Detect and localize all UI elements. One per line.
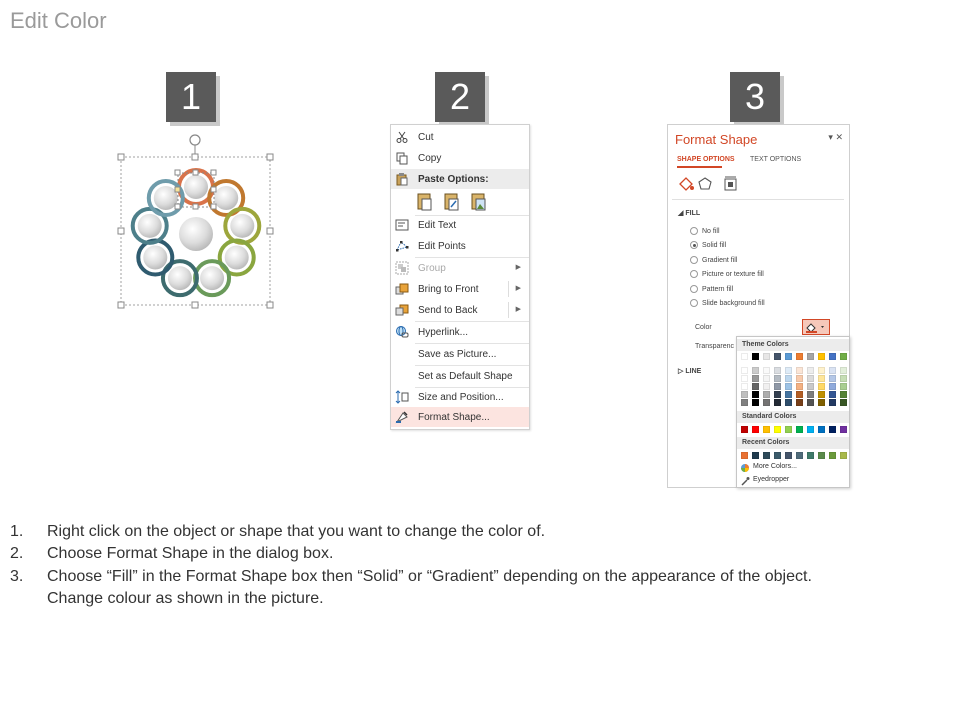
theme-color-swatch[interactable] (774, 391, 781, 398)
rotate-handle[interactable] (190, 135, 200, 154)
submenu-arrow-icon[interactable]: ▶ (515, 285, 521, 292)
menu-item-group[interactable] (391, 258, 529, 278)
tab-shape-options[interactable]: SHAPE OPTIONS (677, 156, 735, 163)
theme-color-swatch[interactable] (763, 375, 770, 382)
menu-item-size-and-position[interactable] (391, 387, 529, 407)
menu-item-bring-to-front[interactable] (391, 279, 529, 299)
step-badge-1: 1 (166, 72, 216, 122)
radio-button[interactable] (690, 299, 698, 307)
paint-bucket-icon (803, 320, 829, 334)
fill-option-solid-fill[interactable] (690, 241, 726, 249)
close-icon[interactable]: ✕ (835, 132, 843, 142)
theme-color-swatch[interactable] (752, 383, 759, 390)
fill-option-slide-background-fill[interactable] (690, 299, 765, 307)
standard-color-swatch[interactable] (752, 426, 759, 433)
menu-item-edit-points[interactable] (391, 236, 529, 256)
step-text: Choose “Fill” in the Format Shape box then “Solid” or “Gradient” depending on the appearance of the object. (47, 567, 812, 585)
theme-color-swatch[interactable] (840, 375, 847, 382)
eyedropper-icon (740, 476, 750, 486)
recent-colors-header: Recent Colors (737, 437, 849, 449)
menu-item-label: Bring to Front (418, 283, 479, 295)
recent-color-swatch[interactable] (763, 452, 770, 459)
recent-color-swatch[interactable] (796, 452, 803, 459)
theme-color-swatch[interactable] (741, 375, 748, 382)
pane-options-icon[interactable]: ▾ (828, 132, 833, 142)
theme-color-swatch[interactable] (829, 391, 836, 398)
theme-color-swatch[interactable] (752, 399, 759, 406)
paste-keep-source-icon[interactable] (418, 194, 431, 210)
theme-color-swatch[interactable] (752, 353, 759, 360)
option-label: Slide background fill (702, 299, 765, 307)
page-title: Edit Color (10, 8, 107, 33)
recent-color-swatch[interactable] (818, 452, 825, 459)
theme-color-swatch[interactable] (763, 367, 770, 374)
paste-options-header (391, 169, 529, 189)
list-item (10, 588, 950, 610)
standard-color-swatch[interactable] (774, 426, 781, 433)
radio-button[interactable] (690, 285, 698, 293)
recent-color-swatch[interactable] (807, 452, 814, 459)
menu-item-copy[interactable] (391, 148, 529, 168)
circular-diagram-shape[interactable] (110, 130, 285, 320)
recent-color-swatch[interactable] (840, 452, 847, 459)
theme-color-swatch[interactable] (741, 353, 748, 360)
step-number (10, 588, 47, 610)
theme-color-swatch[interactable] (840, 399, 847, 406)
theme-color-swatch[interactable] (752, 391, 759, 398)
paste-icon (395, 172, 409, 186)
step-text: Choose Format Shape in the dialog box. (47, 545, 334, 563)
step-text: Right click on the object or shape that you want to change the color of. (47, 523, 546, 540)
theme-color-swatch[interactable] (774, 353, 781, 360)
standard-color-swatch[interactable] (796, 426, 803, 433)
theme-color-swatch[interactable] (741, 367, 748, 374)
menu-item-label: Copy (418, 152, 442, 164)
menu-item-label: Edit Text (418, 219, 457, 231)
step-badge-2: 2 (435, 72, 485, 122)
group-icon (395, 261, 409, 275)
radio-button[interactable] (690, 241, 698, 249)
list-item (10, 566, 950, 588)
step-text: Change colour as shown in the picture. (47, 589, 324, 607)
standard-color-swatch[interactable] (785, 426, 792, 433)
context-menu (390, 124, 530, 430)
theme-colors-header: Theme Colors (737, 339, 849, 351)
menu-item-label: Cut (418, 131, 434, 143)
ring-segment (149, 181, 183, 215)
list-item (10, 521, 950, 543)
fill-option-gradient-fill[interactable] (690, 256, 737, 264)
standard-color-swatch[interactable] (840, 426, 847, 433)
theme-color-swatch[interactable] (829, 367, 836, 374)
theme-color-swatch[interactable] (796, 375, 803, 382)
menu-item-save-as-picture[interactable] (391, 344, 529, 364)
theme-color-swatch[interactable] (785, 375, 792, 382)
tab-text-options[interactable]: TEXT OPTIONS (750, 156, 802, 163)
center-ball (179, 217, 213, 251)
theme-color-swatch[interactable] (796, 353, 803, 360)
step-number: 2. (10, 545, 24, 563)
theme-color-swatch[interactable] (818, 391, 825, 398)
theme-color-swatch[interactable] (807, 367, 814, 374)
menu-item-format-shape[interactable] (391, 407, 529, 427)
theme-color-swatch[interactable] (829, 399, 836, 406)
option-label: Pattern fill (702, 285, 734, 293)
menu-item-label: Send to Back (418, 304, 478, 316)
menu-item-send-to-back[interactable] (391, 300, 529, 320)
theme-color-swatch[interactable] (741, 399, 748, 406)
option-label: Gradient fill (702, 256, 738, 264)
theme-color-swatch[interactable] (818, 399, 825, 406)
recent-color-swatch[interactable] (829, 452, 836, 459)
theme-color-swatch[interactable] (840, 353, 847, 360)
theme-color-swatch[interactable] (741, 391, 748, 398)
option-label: Picture or texture fill (702, 270, 764, 278)
option-label: Solid fill (702, 241, 727, 249)
theme-color-swatch[interactable] (807, 375, 814, 382)
theme-color-swatch[interactable] (763, 399, 770, 406)
theme-color-swatch[interactable] (796, 391, 803, 398)
theme-color-swatch[interactable] (763, 353, 770, 360)
menu-item-label: Edit Points (418, 240, 466, 252)
recent-color-swatch[interactable] (785, 452, 792, 459)
menu-item-label: Size and Position... (418, 391, 504, 403)
recent-color-swatch[interactable] (741, 452, 748, 459)
color-palette-dropdown (736, 336, 850, 488)
paste-option-buttons (415, 191, 495, 213)
theme-color-swatch[interactable] (774, 383, 781, 390)
theme-color-swatch[interactable] (796, 399, 803, 406)
ring-segment (225, 209, 259, 243)
theme-color-swatch[interactable] (818, 375, 825, 382)
size-position-icon (395, 390, 409, 404)
theme-color-swatch[interactable] (796, 383, 803, 390)
color-label: Color (695, 324, 712, 331)
theme-color-swatch[interactable] (774, 367, 781, 374)
standard-color-swatch[interactable] (763, 426, 770, 433)
theme-color-swatch[interactable] (840, 383, 847, 390)
line-section-header[interactable]: ▷ LINE (678, 368, 702, 375)
scissors-icon (395, 130, 409, 144)
recent-color-swatch[interactable] (774, 452, 781, 459)
theme-color-swatch[interactable] (840, 391, 847, 398)
theme-color-swatch[interactable] (785, 399, 792, 406)
submenu-arrow-icon[interactable]: ▶ (515, 306, 521, 313)
menu-item-label: Hyperlink... (418, 326, 469, 338)
radio-button[interactable] (690, 256, 698, 264)
fill-section-header[interactable]: ◢ FILL (678, 210, 701, 217)
expand-triangle-icon: ▷ (678, 368, 684, 375)
ring-segment (195, 261, 229, 295)
standard-colors-header: Standard Colors (737, 411, 849, 423)
hyperlink-icon (395, 325, 409, 339)
theme-color-swatch[interactable] (752, 367, 759, 374)
theme-color-swatch[interactable] (785, 383, 792, 390)
collapse-triangle-icon: ◢ (678, 210, 684, 217)
recent-color-swatch[interactable] (752, 452, 759, 459)
standard-color-swatch[interactable] (818, 426, 825, 433)
step-badge-3: 3 (730, 72, 780, 122)
menu-item-hyperlink[interactable] (391, 322, 529, 342)
effects-icon[interactable] (699, 178, 711, 189)
option-icon-row (678, 175, 748, 193)
theme-color-swatch[interactable] (840, 367, 847, 374)
radio-button[interactable] (690, 227, 698, 235)
selected-shape-group[interactable] (110, 130, 285, 320)
ring-segment (138, 241, 172, 275)
menu-item-label: Format Shape... (418, 411, 490, 423)
send-to-back-icon (395, 303, 409, 317)
paste-picture-icon[interactable] (472, 194, 485, 210)
theme-color-swatch[interactable] (807, 353, 814, 360)
pane-controls (828, 132, 843, 143)
theme-color-swatch[interactable] (829, 383, 836, 390)
menu-item-label: Group (418, 262, 446, 274)
theme-color-swatch[interactable] (763, 383, 770, 390)
list-item (10, 543, 950, 565)
more-colors-link[interactable]: More Colors... (753, 463, 797, 470)
pane-title: Format Shape (675, 132, 758, 147)
submenu-arrow-icon: ▶ (515, 264, 521, 271)
theme-color-swatch[interactable] (785, 391, 792, 398)
format-shape-icon (395, 410, 409, 424)
active-tab-underline (677, 166, 722, 168)
edit-points-icon (395, 239, 409, 253)
theme-color-swatch[interactable] (785, 353, 792, 360)
fill-color-button[interactable] (802, 319, 830, 335)
edit-text-icon (395, 218, 409, 232)
color-wheel-icon (740, 463, 750, 473)
step-number: 1. (10, 523, 24, 540)
theme-color-swatch[interactable] (763, 391, 770, 398)
fill-option-pattern-fill[interactable] (690, 285, 733, 293)
size-properties-icon[interactable] (725, 177, 736, 190)
theme-color-swatch[interactable] (829, 353, 836, 360)
menu-item-set-default-shape[interactable] (391, 366, 529, 386)
theme-color-swatch[interactable] (785, 367, 792, 374)
theme-color-swatch[interactable] (818, 367, 825, 374)
theme-color-swatch[interactable] (774, 375, 781, 382)
menu-item-label: Set as Default Shape (418, 370, 513, 382)
bring-to-front-icon (395, 282, 409, 296)
theme-color-swatch[interactable] (807, 383, 814, 390)
menu-item-edit-text[interactable] (391, 215, 529, 235)
theme-color-swatch[interactable] (796, 367, 803, 374)
fill-option-picture-texture-fill[interactable] (690, 270, 764, 278)
theme-color-swatch[interactable] (752, 375, 759, 382)
theme-color-swatch[interactable] (818, 383, 825, 390)
step-number: 3. (10, 567, 24, 585)
radio-button[interactable] (690, 270, 698, 278)
fill-line-icon[interactable] (680, 178, 694, 190)
theme-color-swatch[interactable] (774, 399, 781, 406)
theme-color-swatch[interactable] (829, 375, 836, 382)
fill-option-no-fill[interactable] (690, 227, 720, 235)
menu-item-label: Save as Picture... (418, 348, 497, 360)
standard-color-swatch[interactable] (741, 426, 748, 433)
menu-item-label: Paste Options: (418, 173, 489, 185)
standard-color-swatch[interactable] (807, 426, 814, 433)
paste-merge-icon[interactable] (445, 194, 458, 210)
copy-icon (395, 151, 409, 165)
transparency-label: Transparenc (695, 343, 735, 350)
standard-color-swatch[interactable] (829, 426, 836, 433)
theme-color-swatch[interactable] (818, 353, 825, 360)
instruction-list (10, 521, 950, 610)
option-label: No fill (702, 227, 720, 235)
theme-color-swatch[interactable] (741, 383, 748, 390)
theme-color-swatch[interactable] (807, 391, 814, 398)
theme-color-swatch[interactable] (807, 399, 814, 406)
eyedropper-link[interactable]: Eyedropper (753, 476, 790, 483)
menu-item-cut[interactable] (391, 127, 529, 147)
